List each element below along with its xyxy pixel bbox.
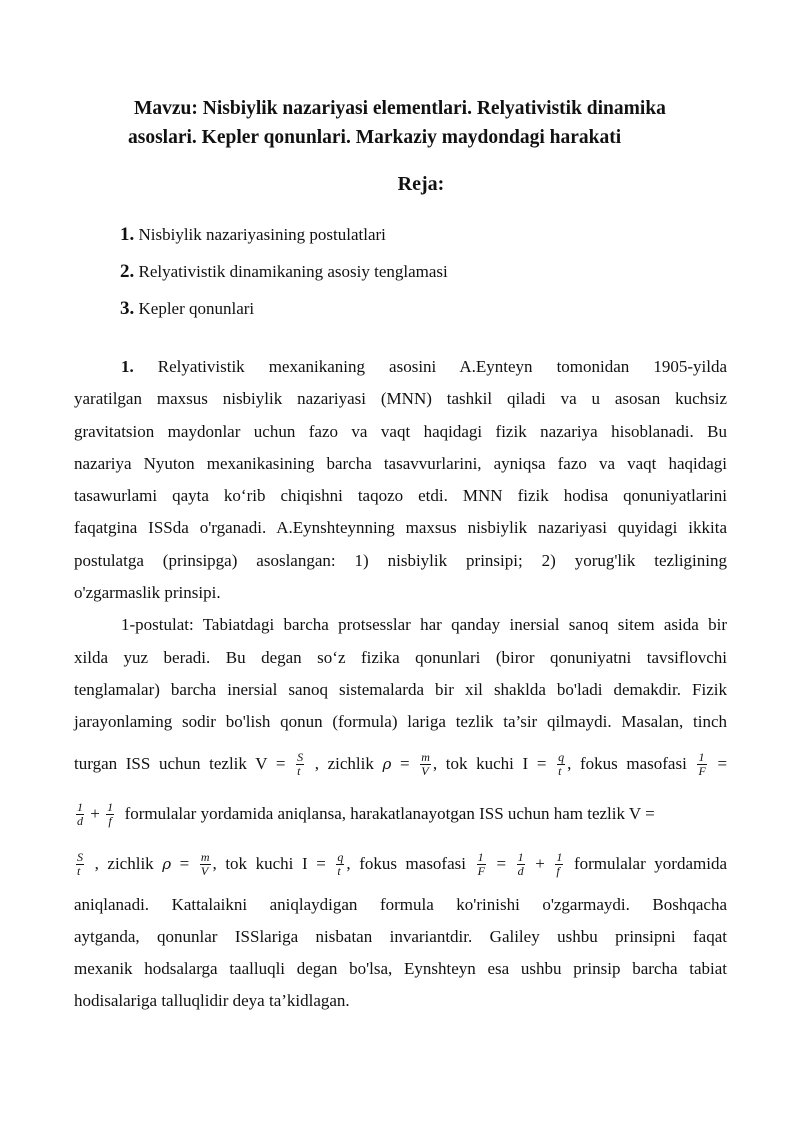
paragraph-line: tasawurlami qayta ko‘rib chiqishni taqozo etdi. MNN fizik hodisa qonuniyatlarini [74, 486, 727, 506]
paragraph-line: o'zgarmaslik prinsipi. [74, 583, 221, 603]
title-line-2: asoslari. Kepler qonunlari. Markaziy maydondagi harakati [128, 127, 622, 148]
paragraph-line: faqatgina ISSda o'rganadi. A.Eynshteynning maxsus nisbiylik nazariyasi quyidagi ikkita [74, 518, 727, 538]
fraction: $\frac{1}{d}$ [77, 800, 83, 829]
paragraph-line: jarayonlaming sodir bo'lish qonun (formula) lariga tezlik ta’sir qilmaydi. Masalan, tinch [74, 712, 727, 732]
plan-item: 3. Kepler qonunlari [120, 298, 255, 319]
fraction: $\frac{1}{F}$ [477, 850, 485, 879]
fraction: $\frac{S}{t}$ [297, 750, 304, 779]
fraction: $\frac{1}{f}$ [556, 850, 563, 879]
paragraph-line: xilda yuz beradi. Bu degan so‘z fizika qonunlari (biror qonuniyatni tavsiflovchi [74, 647, 727, 667]
fraction: $\frac{1}{d}$ [517, 850, 524, 879]
fraction: $\frac{1}{F}$ [698, 750, 706, 779]
page-title [128, 94, 738, 152]
paragraph-line: aniqlanadi. Kattalaikni aniqlaydigan formula ko'rinishi o'zgarmaydi. Boshqacha [74, 894, 727, 914]
title-line-1: Mavzu: Nisbiylik nazariyasi elementlari. Relyativistik dinamika [134, 98, 666, 119]
fraction: $\frac{1}{f}$ [107, 800, 114, 829]
paragraph-line: nazariya Nyuton mexanikasining barcha tasavvurlarini, ayniqsa fazo va vaqt haqidagi [74, 453, 727, 473]
plan-item: 2. Relyativistik dinamikaning asosiy tenglamasi [120, 261, 448, 282]
plan-heading: Reja: [397, 173, 445, 195]
paragraph-line: 1. Relyativistik mexanikaning asosini A.Eynteyn tomonidan 1905-yilda [121, 357, 727, 376]
paragraph-line: 1-postulat: Tabiatdagi barcha protsesslar har qanday inersial sanoq sitem asida bir [121, 615, 727, 635]
fraction: $\frac{q}{t}$ [558, 750, 565, 779]
paragraph-line: hodisalariga talluqlidir deya ta’kidlagan. [74, 991, 350, 1011]
formula-line: turgan ISS uchun tezlik V = $\frac{S}{t}$ , zichlik ρ = $\frac{m}{V}$ , tok kuchi I = $\frac{q}{t}$ , fokus masofasi $\frac{1}{F}$ = [74, 750, 728, 779]
paragraph-line: yaratilgan maxsus nisbiylik nazariyasi (MNN) tashkil qiladi va u asosan kuchsiz [74, 389, 727, 409]
fraction: $\frac{m}{V}$ [200, 850, 210, 879]
paragraph-line: gravitatsion maydonlar uchun fazo va vaqt haqidagi fizik nazariya hisoblanadi. Bu [74, 421, 727, 441]
paragraph-line: mexanik hodsalarga taalluqli degan bo'lsa, Eynshteyn esa ushbu prinsip barcha tabiat [74, 959, 727, 979]
plan-item: 1. Nisbiylik nazariyasining postulatlari [120, 224, 386, 245]
paragraph-line: postulatga (prinsipga) asoslangan: 1) nisbiylik prinsipi; 2) yorug'lik tezligining [74, 550, 727, 570]
fraction: $\frac{m}{V}$ [421, 750, 430, 779]
body-text [74, 351, 727, 1018]
fraction: $\frac{q}{t}$ [337, 850, 344, 879]
paragraph-line: aytganda, qonunlar ISSlariga nisbatan invariantdir. Galiley ushbu prinsipni faqat [74, 926, 727, 946]
paragraph-line: tenglamalar) barcha inersial sanoq sistemalarda bir xil shaklda bo'ladi demakdir. Fizik [74, 679, 727, 699]
fraction: $\frac{S}{t}$ [77, 850, 83, 879]
plan-list [120, 220, 448, 331]
formula-line: $\frac{1}{d}$ + $\frac{1}{f}$ formulalar yordamida aniqlansa, harakatlanayotgan ISS uchun ham tezlik V = [77, 800, 655, 829]
formula-line: $\frac{S}{t}$ , zichlik ρ = $\frac{m}{V}$ , tok kuchi I = $\frac{q}{t}$ , fokus masofasi $\frac{1}{F}$ = $\frac{1}{d}$ + $\frac{1}{f}$ formulalar yordamida [77, 850, 728, 879]
